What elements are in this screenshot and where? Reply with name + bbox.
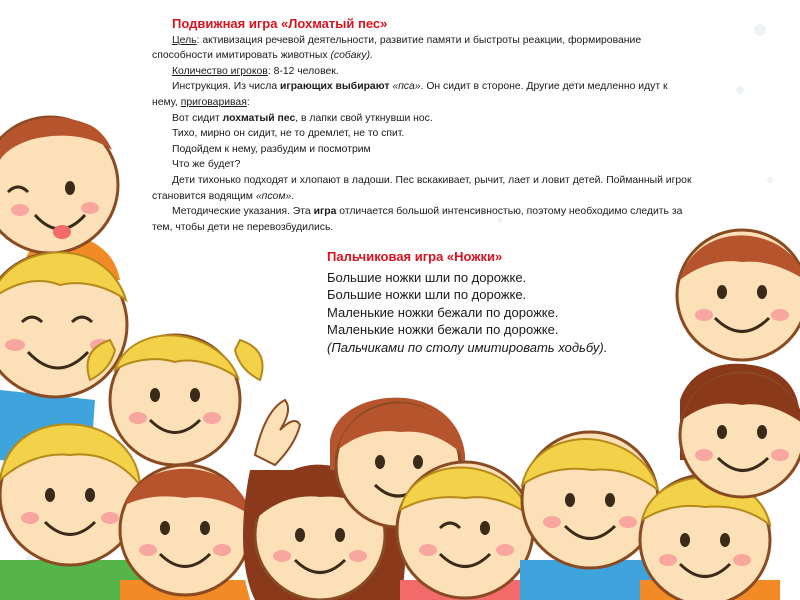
poem-line-1-c: , в лапки свой уткнувши нос.: [295, 112, 433, 124]
child-bottom-5: [520, 432, 660, 600]
finger-game-line: Маленькие ножки бежали по дорожке.: [327, 304, 559, 320]
instruction-text: Инструкция. Из числа: [172, 81, 280, 93]
goal-italic: (собаку).: [330, 50, 373, 62]
goal-label: Цель: [172, 34, 197, 46]
instruction-paragraph: [152, 79, 692, 110]
finger-game-line: Маленькие ножки бежали по дорожке.: [327, 322, 559, 337]
notes-text-2: отличается большой интенсивностью, поэтому необходимо следить за тем, чтобы дети не перевозбудились.: [152, 206, 683, 233]
outdoor-game-block: [152, 16, 692, 235]
notes-paragraph: [152, 204, 692, 235]
action-end: .: [291, 190, 295, 202]
child-right-top: [677, 230, 800, 360]
action-paragraph: [152, 173, 692, 204]
finger-game-line: Большие ножки шли по дорожке.: [327, 269, 527, 285]
poem-line-1: [152, 111, 692, 127]
action-italic: «псом»: [255, 190, 292, 202]
finger-game-note: (Пальчиками по столу имитировать ходьбу).: [327, 339, 608, 355]
goal-text: : активизация речевой деятельности, развитие памяти и быстроты реакции, формирование способности имитировать животных: [152, 34, 642, 62]
finger-game-title: Пальчиковая игра «Ножки»: [327, 249, 503, 264]
instruction-bold: играющих выбирают: [279, 81, 390, 93]
poem-line-1-a: Вот сидит: [172, 112, 223, 124]
poem-line-3: Подойдем к нему, разбудим и посмотрим: [172, 143, 371, 155]
players-text: : 8-12 человек.: [267, 65, 339, 77]
finger-game-line: Большие ножки шли по дорожке.: [327, 287, 527, 302]
child-bottom-4: [397, 462, 533, 600]
instruction-role: «пса»: [392, 81, 421, 93]
poem-line-2: Тихо, мирно он сидит, не то дремлет, не то спит.: [172, 128, 405, 140]
instruction-underlined: приговаривая: [180, 96, 247, 108]
notes-text: Методические указания. Эта: [172, 206, 314, 218]
poem-line-4: Что же будет?: [172, 159, 241, 171]
action-text: Дети тихонько подходят и хлопают в ладоши. Пес вскакивает, рычит, лает и ловит детей. Пойманный игрок становится водящим: [152, 174, 692, 202]
notes-bold: игра: [313, 206, 337, 218]
goal-paragraph: [152, 33, 692, 64]
child-right-middle: [680, 364, 800, 497]
instruction-colon: :: [246, 96, 250, 108]
outdoor-game-title: Подвижная игра «Лохматый пес»: [172, 16, 388, 31]
finger-game-block: [327, 248, 667, 356]
instruction-text-2: . Он сидит в стороне. Другие дети медленно идут к нему,: [152, 81, 668, 108]
poem-line-1-bold: лохматый пес: [222, 112, 296, 124]
players-paragraph: [152, 64, 692, 80]
players-label: Количество игроков: [172, 65, 268, 77]
